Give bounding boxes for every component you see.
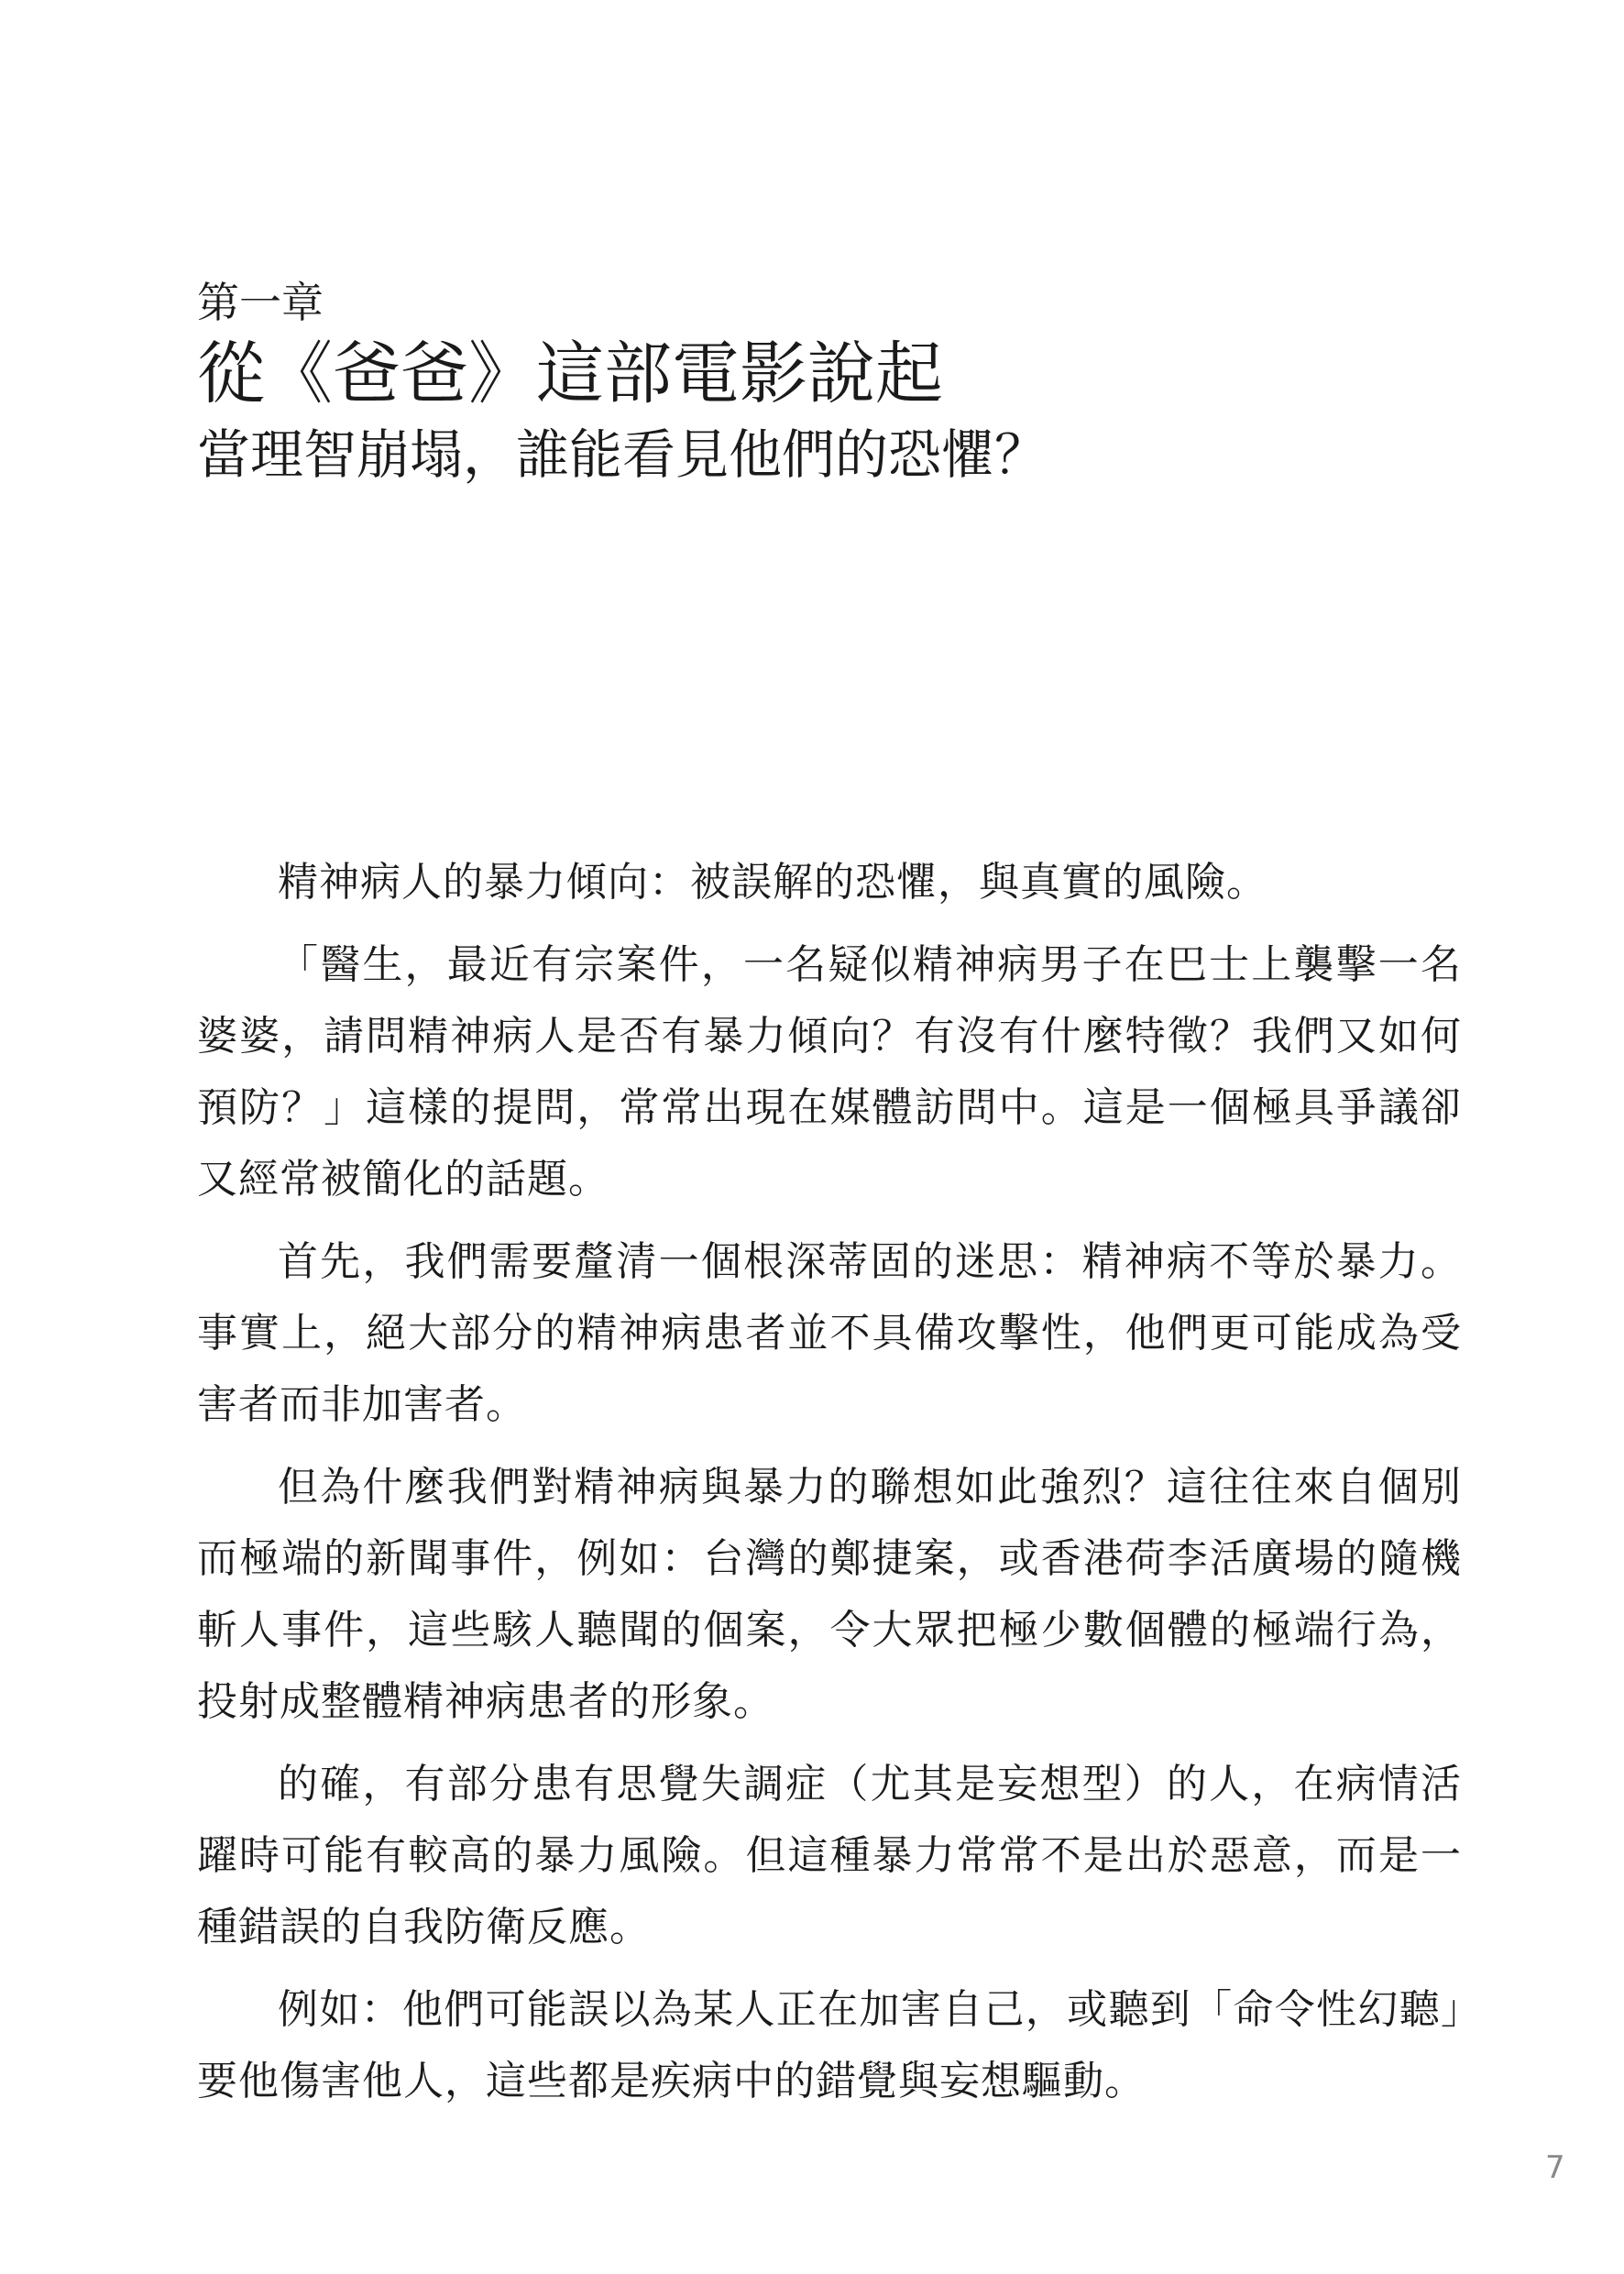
chapter-title: 從《爸爸》這部電影說起 bbox=[197, 335, 943, 413]
paragraph: 「醫生，最近有宗案件，一名疑似精神病男子在巴士上襲擊一名婆婆，請問精神病人是否有暴力傾向？有沒有什麼特徵？我們又如何預防？」這樣的提問，常常出現在媒體訪問中。這是一個極具爭議卻又經常被簡化的話題。 bbox=[197, 941, 1462, 1203]
chapter-header bbox=[197, 275, 1480, 491]
paragraph: 精神病人的暴力傾向：被誤解的恐懼，與真實的風險。 bbox=[278, 859, 1267, 906]
paragraph: 的確，有部分患有思覺失調症（尤其是妄想型）的人，在病情活躍時可能有較高的暴力風險。但這種暴力常常不是出於惡意，而是一種錯誤的自我防衛反應。 bbox=[197, 1761, 1462, 1950]
paragraph: 例如：他們可能誤以為某人正在加害自己，或聽到「命令性幻聽」要他傷害他人，這些都是疾病中的錯覺與妄想驅動。 bbox=[197, 1986, 1462, 2104]
paragraph: 但為什麼我們對精神病與暴力的聯想如此強烈？這往往來自個別而極端的新聞事件，例如：台灣的鄭捷案，或香港荷李活廣場的隨機斬人事件，這些駭人聽聞的個案，令大眾把極少數個體的極端行為，投射成整體精神病患者的形象。 bbox=[197, 1464, 1462, 1725]
body-text bbox=[197, 847, 1462, 2128]
paragraph: 首先，我們需要釐清一個根深蒂固的迷思：精神病不等於暴力。事實上，絕大部分的精神病患者並不具備攻擊性，他們更可能成為受害者而非加害者。 bbox=[197, 1238, 1462, 1428]
page-number: 7 bbox=[1545, 2149, 1565, 2186]
chapter-subtitle: 當理智崩塌，誰能看見他們的恐懼？ bbox=[197, 423, 1048, 486]
chapter-label: 第一章 bbox=[197, 278, 324, 327]
